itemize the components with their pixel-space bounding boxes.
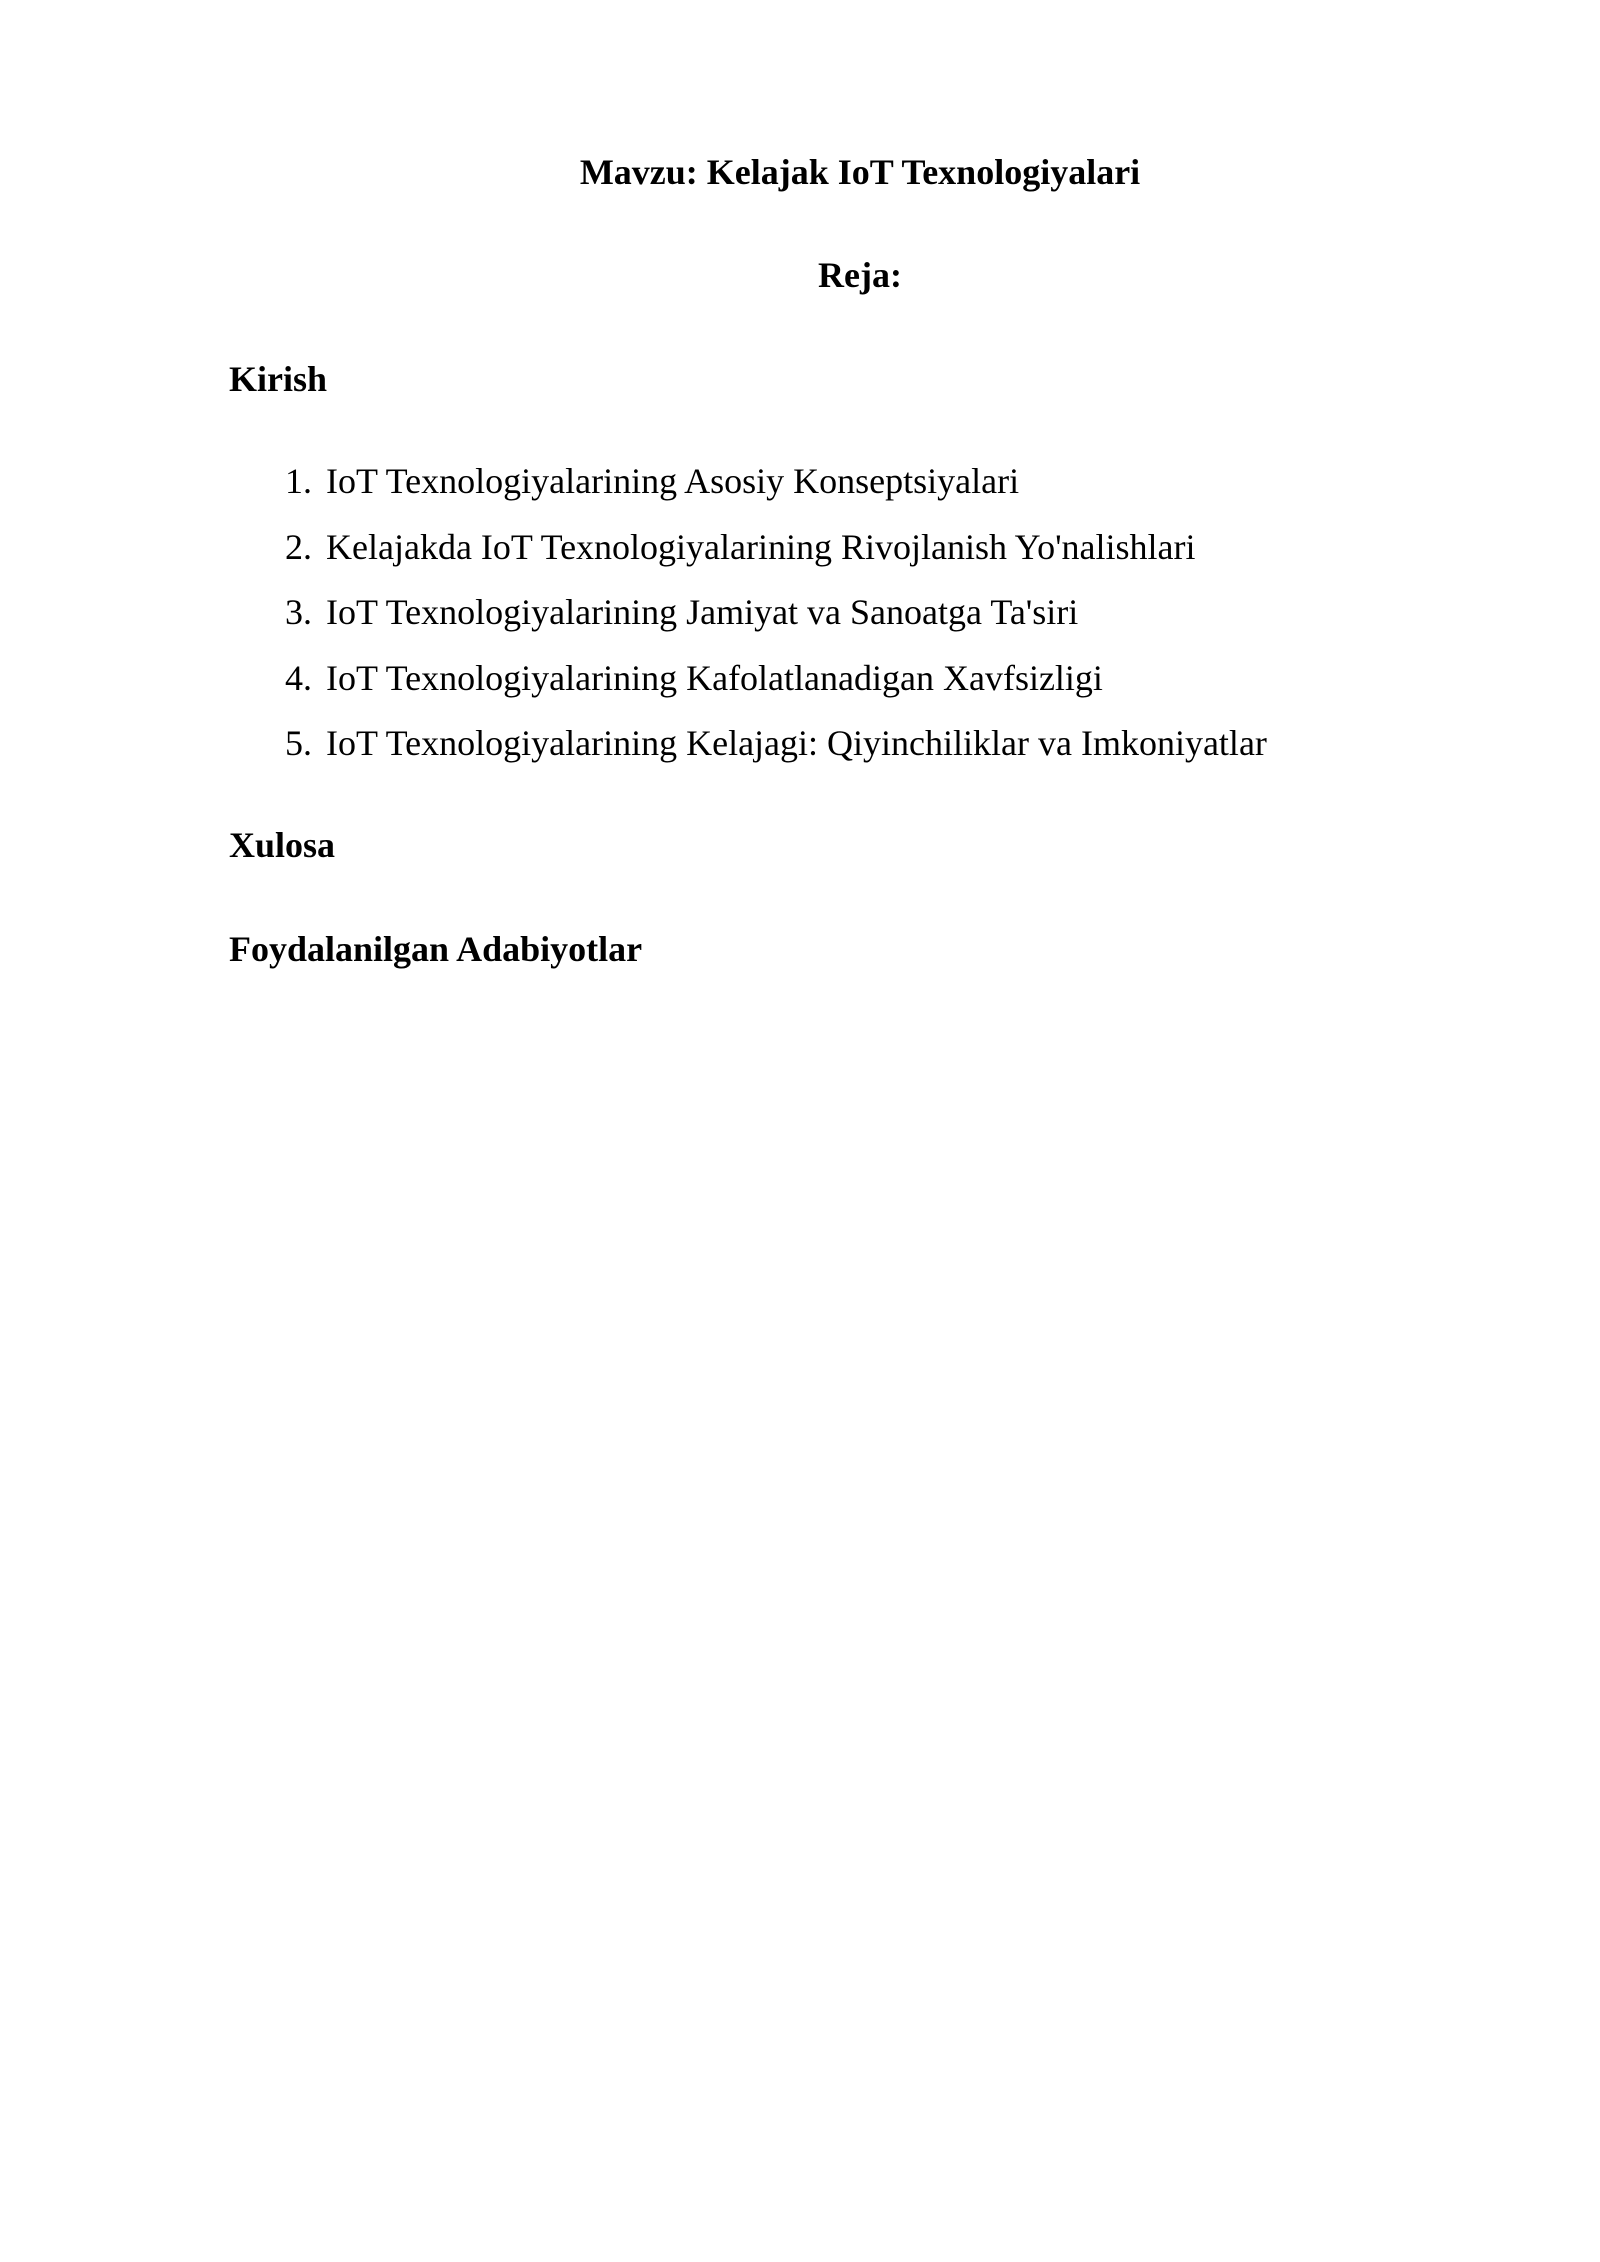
list-item-text: IoT Texnologiyalarining Kafolatlanadigan Xavfsizligi <box>326 657 1103 698</box>
list-item-number: 4. <box>285 657 312 698</box>
list-item <box>229 525 1267 591</box>
plan-heading: Reja: <box>818 255 902 295</box>
list-item-text: IoT Texnologiyalarining Kelajagi: Qiyinchiliklar va Imkoniyatlar <box>326 723 1267 763</box>
list-item <box>229 656 1267 722</box>
plan-list <box>229 459 1267 787</box>
list-item-number: 2. <box>285 526 312 567</box>
list-item <box>229 459 1267 525</box>
document-title: Mavzu: Kelajak IoT Texnologiyalari <box>579 152 1141 192</box>
list-item <box>229 721 1267 787</box>
references-heading: Foydalanilgan Adabiyotlar <box>229 929 643 969</box>
list-item-number: 5. <box>285 723 312 763</box>
list-item-text: IoT Texnologiyalarining Jamiyat va Sanoatga Ta'siri <box>326 592 1079 632</box>
list-item <box>229 590 1267 656</box>
list-item-number: 1. <box>285 461 312 501</box>
list-item-text: Kelajakda IoT Texnologiyalarining Rivojlanish Yo'nalishlari <box>326 526 1196 567</box>
intro-heading: Kirish <box>229 359 328 399</box>
list-item-text: IoT Texnologiyalarining Asosiy Konseptsiyalari <box>326 461 1020 501</box>
conclusion-heading: Xulosa <box>229 825 336 865</box>
list-item-number: 3. <box>285 592 312 632</box>
